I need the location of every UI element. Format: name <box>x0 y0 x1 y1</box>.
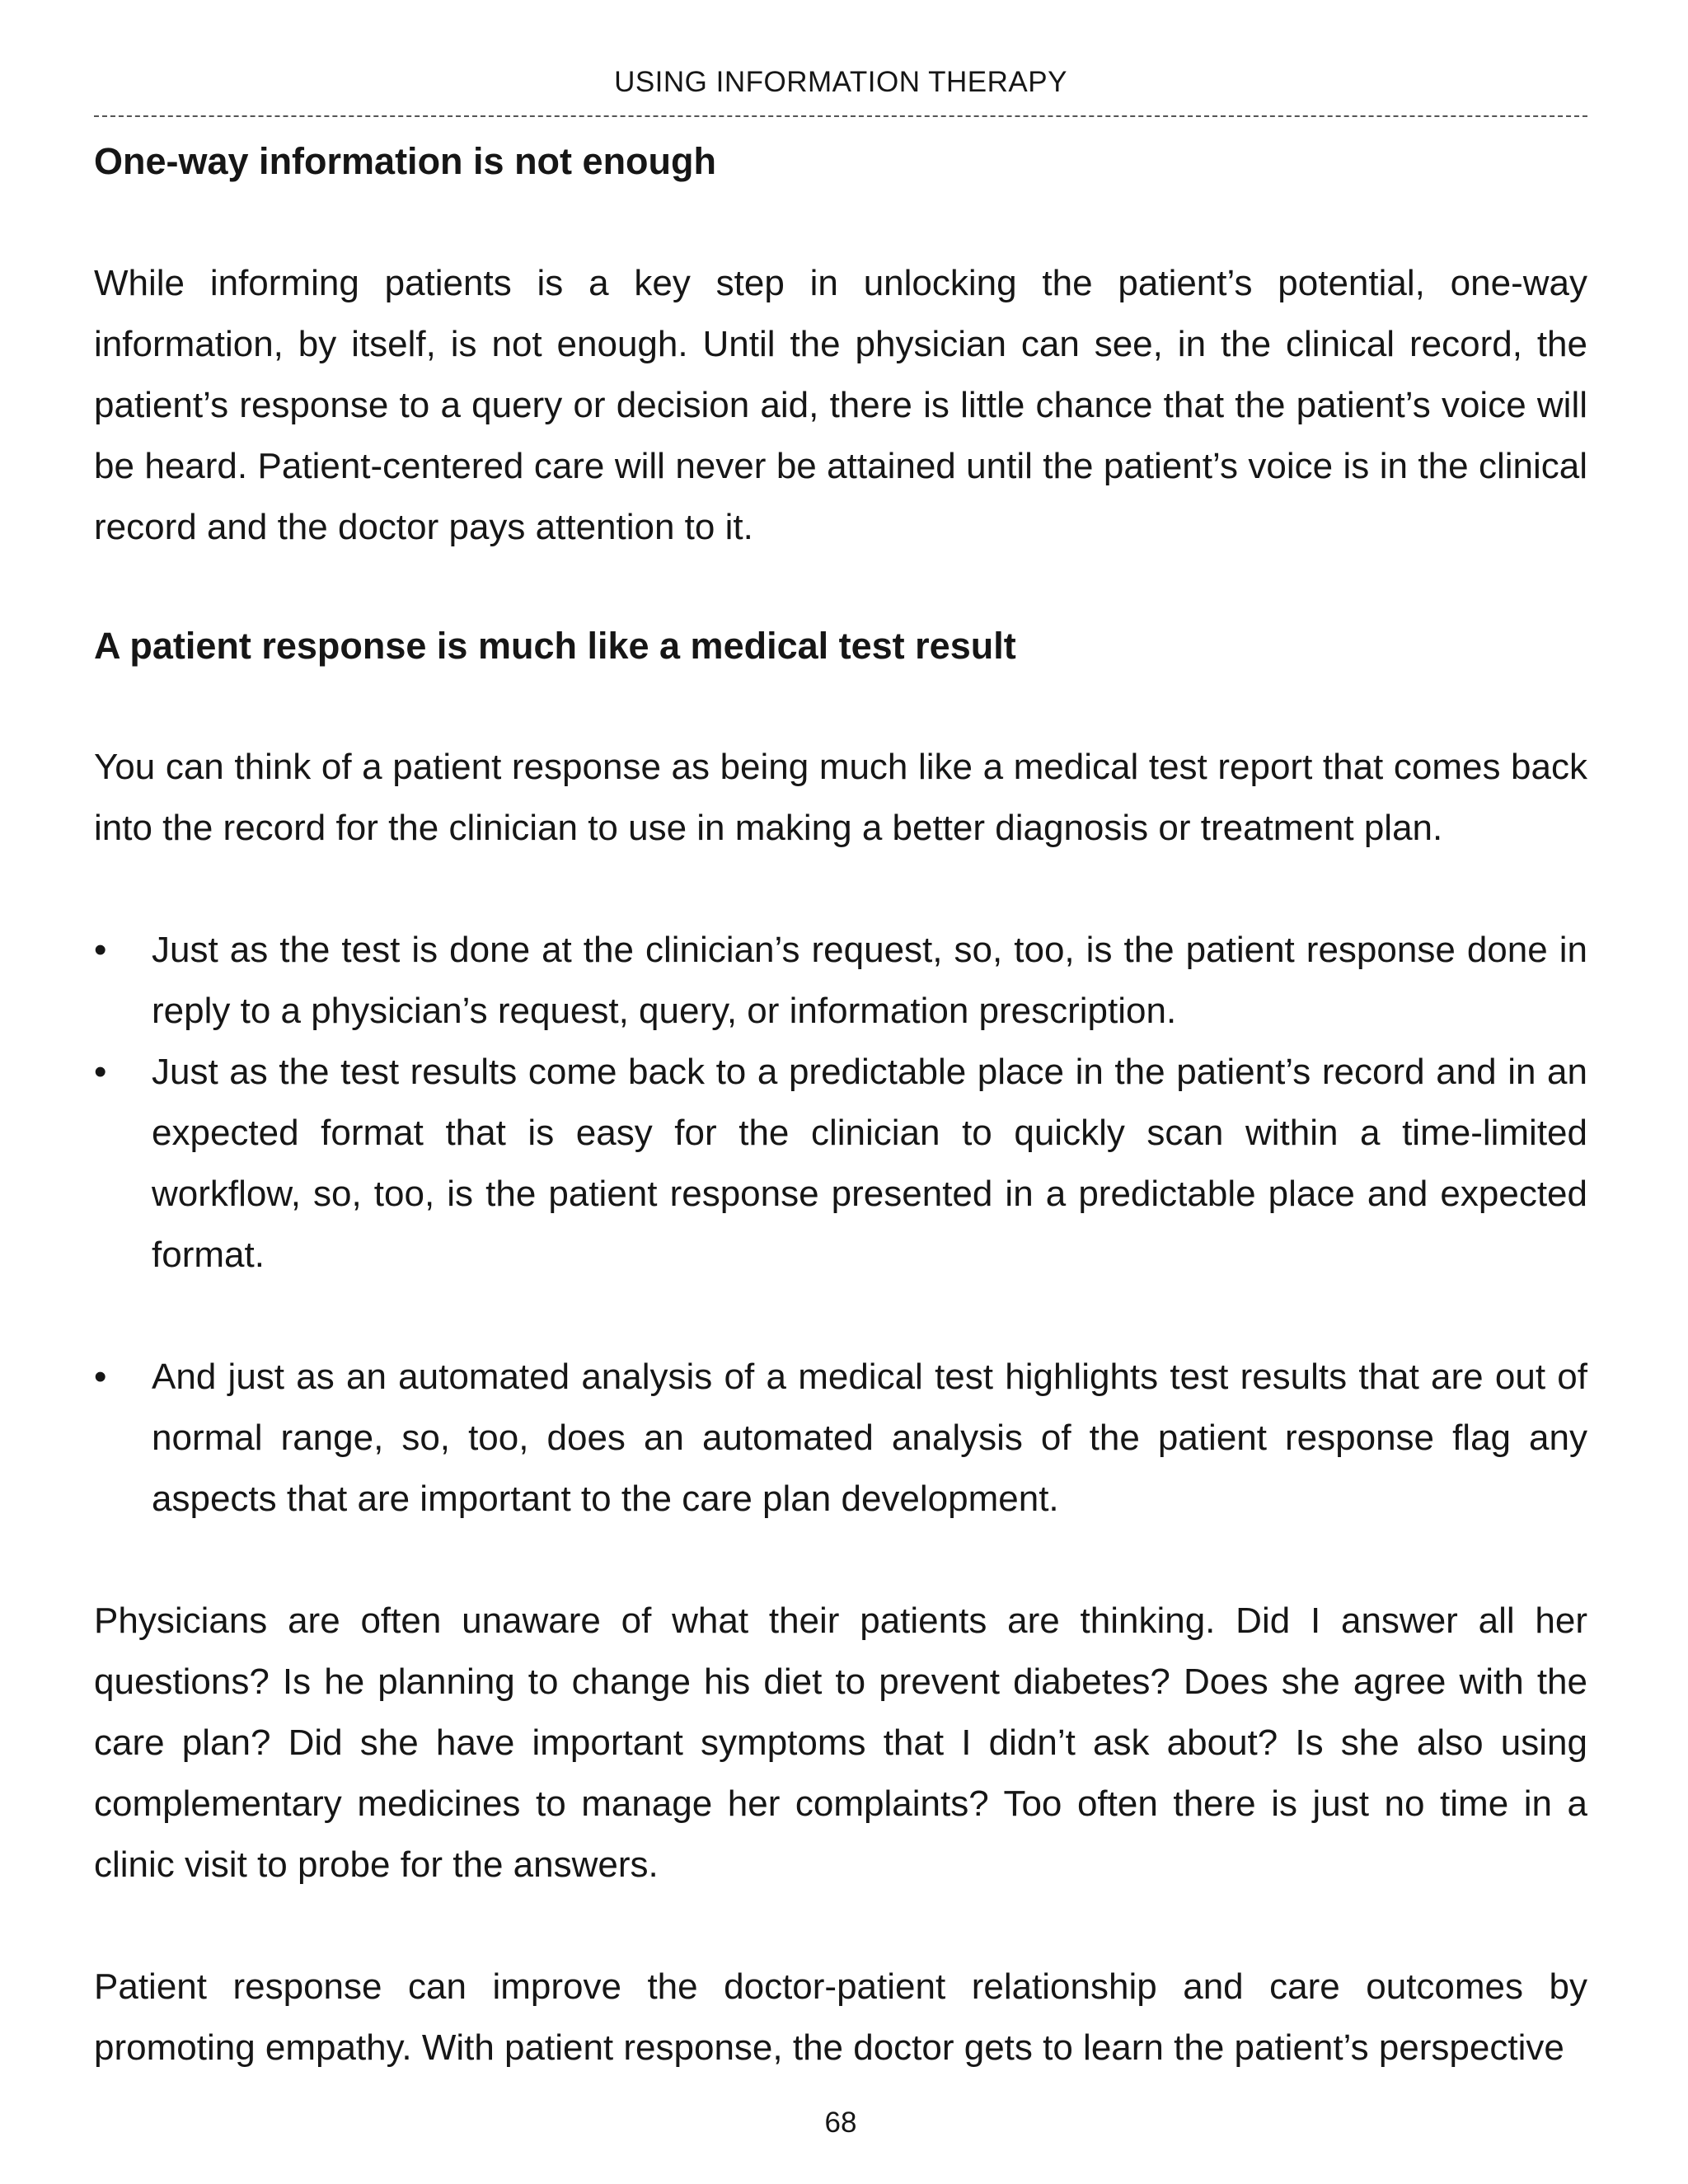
bullet-text: And just as an automated analysis of a medical test highlights test results that are out of normal range, so, too, does an automated analysis of the patient response flag any aspects that are important to the care plan development. <box>152 1357 1587 1519</box>
bullet-dot: • <box>94 930 107 970</box>
bullet-item-predictable-place <box>94 1042 1587 1286</box>
bullet-text: Just as the test results come back to a predictable place in the patient’s record and in an expected format that is easy for the clinician to quickly scan within a time-limited workflow, so, too, is the patient response presented in a predictable place and expected format. <box>152 1052 1587 1275</box>
paragraph-test-report: You can think of a patient response as being much like a medical test report that comes back into the record for the clinician to use in making a better diagnosis or treatment plan. <box>94 747 1587 848</box>
paragraph-physicians-unaware: Physicians are often unaware of what their patients are thinking. Did I answer all her questions? Is he planning to change his diet to prevent diabetes? Does she agree with the care plan? Did she have important symptoms that I didn’t ask about? Is she also using complementary medicines to manage her complaints? Too often there is just no time in a clinic visit to probe for the answers. <box>94 1601 1587 1885</box>
section-heading-patient-response: A patient response is much like a medical test result <box>94 625 1016 667</box>
bullet-dot: • <box>94 1052 107 1092</box>
bullet-text: Just as the test is done at the clinician’s request, so, too, is the patient response done in reply to a physician’s request, query, or information prescription. <box>152 930 1587 1031</box>
bullet-dot: • <box>94 1357 107 1397</box>
page-number: 68 <box>824 2107 857 2139</box>
section-heading-one-way: One-way information is not enough <box>94 140 717 182</box>
paragraph-empathy: Patient response can improve the doctor-patient relationship and care outcomes by promoting empathy. With patient response, the doctor gets to learn the patient’s perspective <box>94 1966 1587 2068</box>
document-page <box>94 0 1587 2184</box>
bullet-item-request <box>94 920 1587 1042</box>
bullet-item-automated-analysis <box>94 1347 1587 1530</box>
header-divider <box>94 115 1587 117</box>
bullet-list-part-1 <box>94 920 1587 1286</box>
paragraph-one-way: While informing patients is a key step in unlocking the patient’s potential, one-way information, by itself, is not enough. Until the physician can see, in the clinical record, the patient’s response to a query or decision aid, there is little chance that the patient’s voice will be heard. Patient-centered care will never be attained until the patient’s voice is in the clinical record and the doctor pays attention to it. <box>94 263 1587 547</box>
running-head: USING INFORMATION THERAPY <box>614 66 1067 98</box>
bullet-list-part-2 <box>94 1347 1587 1530</box>
